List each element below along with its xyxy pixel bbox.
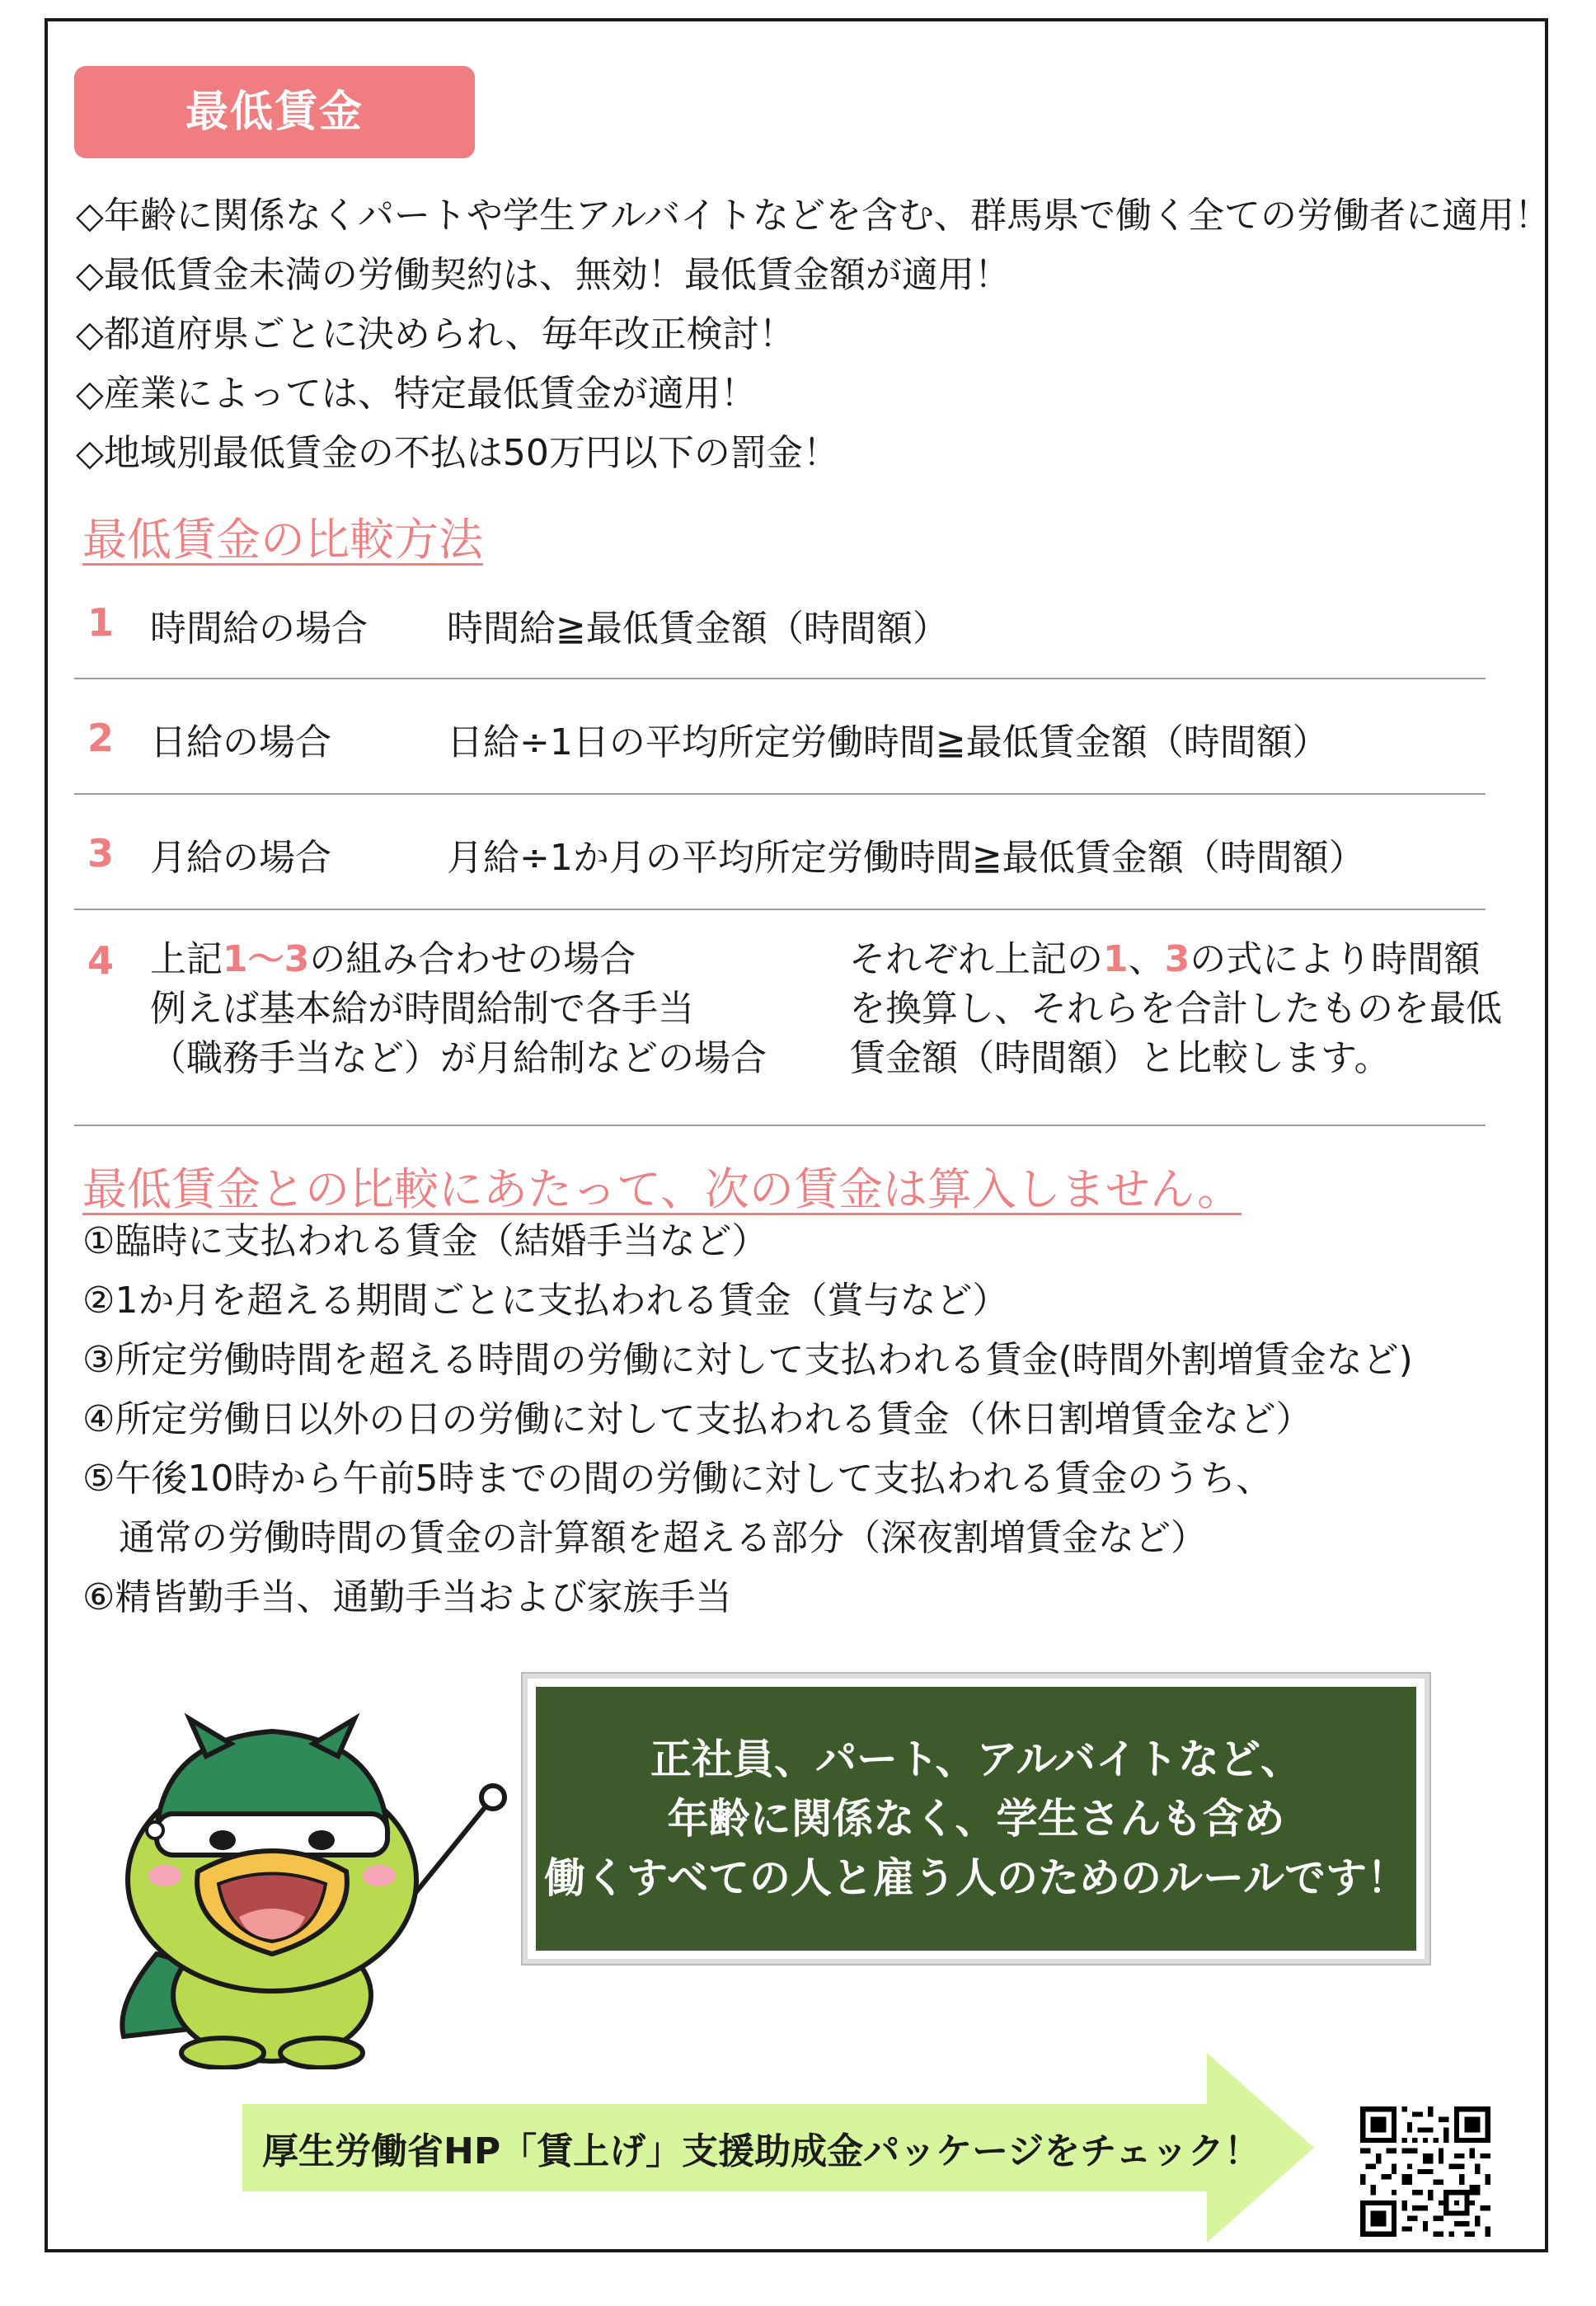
qr-code[interactable]	[1360, 2106, 1490, 2237]
row4-formula-line: それぞれ上記の1、3の式により時間額	[849, 938, 1481, 980]
bullet-item: ◇最低賃金未満の労働契約は、無効！最低賃金額が適用！	[76, 254, 1011, 296]
comparison-row	[74, 910, 1502, 1126]
row4-formula-line: を換算し、それらを合計したものを最低	[849, 988, 1502, 1030]
row-formula: 日給÷1日の平均所定労働時間≧最低賃金額（時間額）	[447, 721, 1329, 763]
goggle-strap	[147, 1822, 163, 1839]
eye	[308, 1830, 335, 1850]
bullet-item: ◇産業によっては、特定最低賃金が適用！	[76, 373, 757, 415]
row-case: 日給の場合	[150, 721, 331, 763]
row4-case-line: 上記1～3の組み合わせの場合	[150, 938, 636, 980]
row-number: 4	[87, 938, 115, 983]
row-number: 3	[87, 831, 115, 876]
exclusion-item: ①臨時に支払われる賃金（結婚手当など）	[82, 1220, 768, 1262]
pointer-tip	[481, 1786, 505, 1809]
comparison-table	[74, 569, 1502, 1126]
row-case: 月給の場合	[150, 837, 331, 879]
mascot-illustration	[107, 1707, 536, 2069]
page-title: 最低賃金	[74, 66, 475, 158]
exclusions-heading: 最低賃金との比較にあたって、次の賃金は算入しません。	[82, 1163, 1242, 1215]
cta-link[interactable]: 厚生労働省HP「賃上げ」支援助成金パッケージをチェック！	[262, 2130, 1260, 2172]
bullet-item: ◇地域別最低賃金の不払は50万円以下の罰金！	[76, 432, 839, 474]
comparison-heading: 最低賃金の比較方法	[82, 514, 483, 566]
exclusion-item: ⑤午後10時から午前5時までの間の労働に対して支払われる賃金のうち、	[82, 1458, 1273, 1500]
comparison-row	[74, 795, 1486, 910]
exclusion-item: ⑥精皆勤手当、通勤手当および家族手当	[82, 1576, 732, 1618]
bullet-list	[76, 186, 1551, 483]
row4-formula-line: 賃金額（時間額）と比較します。	[849, 1037, 1391, 1079]
bullet-item: ◇年齢に関係なくパートや学生アルバイトなどを含む、群馬県で働く全ての労働者に適用！	[76, 195, 1551, 237]
cheek	[148, 1865, 181, 1886]
exclusion-item: ③所定労働時間を超える時間の労働に対して支払われる賃金(時間外割増賃金など)	[82, 1339, 1413, 1381]
comparison-row	[74, 569, 1486, 679]
message-box	[523, 1674, 1429, 1964]
exclusion-item: 通常の労働時間の賃金の計算額を超える部分（深夜割増賃金など）	[82, 1517, 1207, 1559]
row-number: 2	[87, 716, 115, 760]
bullet-item: ◇都道府県ごとに決められ、毎年改正検討！	[76, 313, 796, 355]
row4-formula	[849, 935, 1502, 1083]
message-line: 正社員、パート、アルバイトなど、	[650, 1735, 1302, 1783]
row-formula: 月給÷1か月の平均所定労働時間≧最低賃金額（時間額）	[447, 837, 1365, 879]
exclusion-list	[82, 1212, 1550, 1627]
row4-case-line: 例えば基本給が時間給制で各手当	[150, 988, 694, 1030]
row4-case-line: （職務手当など）が月給制などの場合	[150, 1037, 767, 1079]
exclusion-item: ④所定労働日以外の日の労働に対して支払われる賃金（休日割増賃金など）	[82, 1398, 1312, 1440]
cheek	[363, 1865, 396, 1886]
row-formula: 時間給≧最低賃金額（時間額）	[447, 608, 949, 650]
eye	[209, 1830, 236, 1850]
message-line: 働くすべての人と雇う人のためのルールです！	[544, 1854, 1408, 1902]
comparison-row	[74, 679, 1486, 795]
message-line: 年齢に関係なく、学生さんも含め	[667, 1795, 1285, 1843]
row4-case	[150, 935, 767, 1083]
message-box-inner	[536, 1687, 1416, 1951]
row-number: 1	[87, 600, 115, 645]
row-case: 時間給の場合	[150, 608, 368, 650]
exclusion-item: ②1か月を超える期間ごとに支払われる賃金（賞与など）	[82, 1280, 1009, 1322]
